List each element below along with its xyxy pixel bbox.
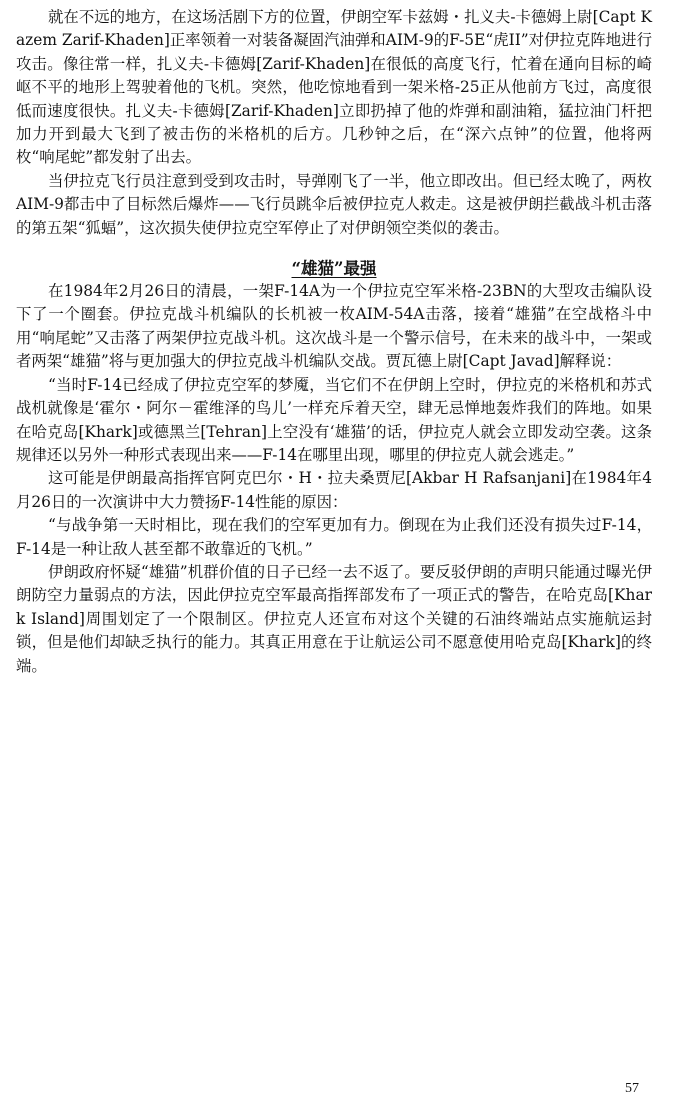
body-paragraph: 这可能是伊朗最高指挥官阿克巴尔・H・拉夫桑贾尼[Akbar H Rafsanjani]在1984年4月26日的一次演讲中大力赞扬F-14性能的原因： (16, 469, 652, 511)
body-paragraph: 就在不远的地方，在这场活剧下方的位置，伊朗空军卡兹姆・扎义夫-卡德姆上尉[Capt Kazem Zarif-Khaden]正率领着一对装备凝固汽油弹和AIM-9的F-5E“虎II”对伊拉克阵地进行攻击。像往常一样，扎义夫-卡德姆[Zarif-Khaden]在很低的高度飞行，忙着在通向目标的崎岖不平的地形上驾驶着他的飞机。突然，他吃惊地看到一架米格-25正从他前方飞过，高度很低而速度很快。扎义夫-卡德姆[Zarif-Khaden]立即扔掉了他的炸弹和副油箱，猛拉油门杆把加力开到最大飞到了被击伤的米格机的后方。几秒钟之后，在“深六点钟”的位置，他将两枚“响尾蛇”都发射了出去。 (16, 8, 652, 167)
document-page (16, 6, 652, 678)
body-paragraph: 伊朗政府怀疑“雄猫”机群价值的日子已经一去不返了。要反驳伊朗的声明只能通过曝光伊朗防空力量弱点的方法，因此伊拉克空军最高指挥部发布了一项正式的警告，在哈克岛[Khark Island]周围划定了一个限制区。伊拉克人还宣布对这个关键的石油终端站点实施航运封锁，但是他们却缺乏执行的能力。其真正用意在于让航运公司不愿意使用哈克岛[Khark]的终端。 (16, 562, 652, 675)
quote-paragraph: “与战争第一天时相比，现在我们的空军更加有力。倒现在为止我们还没有损失过F-14，F-14是一种让敌人甚至都不敢靠近的飞机。” (16, 516, 652, 558)
section-heading-text: “雄猫”最强 (291, 259, 377, 279)
quote-paragraph: “当时F-14已经成了伊拉克空军的梦魇，当它们不在伊朗上空时，伊拉克的米格机和苏式战机就像是‘霍尔・阿尔－霍维泽的鸟儿’一样充斥着天空，肆无忌惮地轰炸我们的阵地。如果在哈克岛[Khark]或德黑兰[Tehran]上空没有‘雄猫’的话，伊拉克人就会立即发动空袭。这条规律还以另外一种形式表现出来——F-14在哪里出现，哪里的伊拉克人就会逃走。” (16, 375, 652, 464)
body-paragraph: 当伊拉克飞行员注意到受到攻击时，导弹刚飞了一半，他立即改出。但已经太晚了，两枚AIM-9都击中了目标然后爆炸——飞行员跳伞后被伊拉克人救走。这是被伊朗拦截战斗机击落的第五架“狐蝠”，这次损失使伊拉克空军停止了对伊朗领空类似的袭击。 (16, 171, 652, 237)
page-number: 57 (625, 1081, 639, 1096)
section-heading (16, 258, 652, 280)
body-paragraph: 在1984年2月26日的清晨，一架F-14A为一个伊拉克空军米格-23BN的大型攻击编队设下了一个圈套。伊拉克战斗机编队的长机被一枚AIM-54A击落，接着“雄猫”在空战格斗中用“响尾蛇”又击落了两架伊拉克战斗机。这次战斗是一个警示信号，在未来的战斗中，一架或者两架“雄猫”将与更加强大的伊拉克战斗机编队交战。贾瓦德上尉[Capt Javad]解释说： (16, 282, 652, 371)
